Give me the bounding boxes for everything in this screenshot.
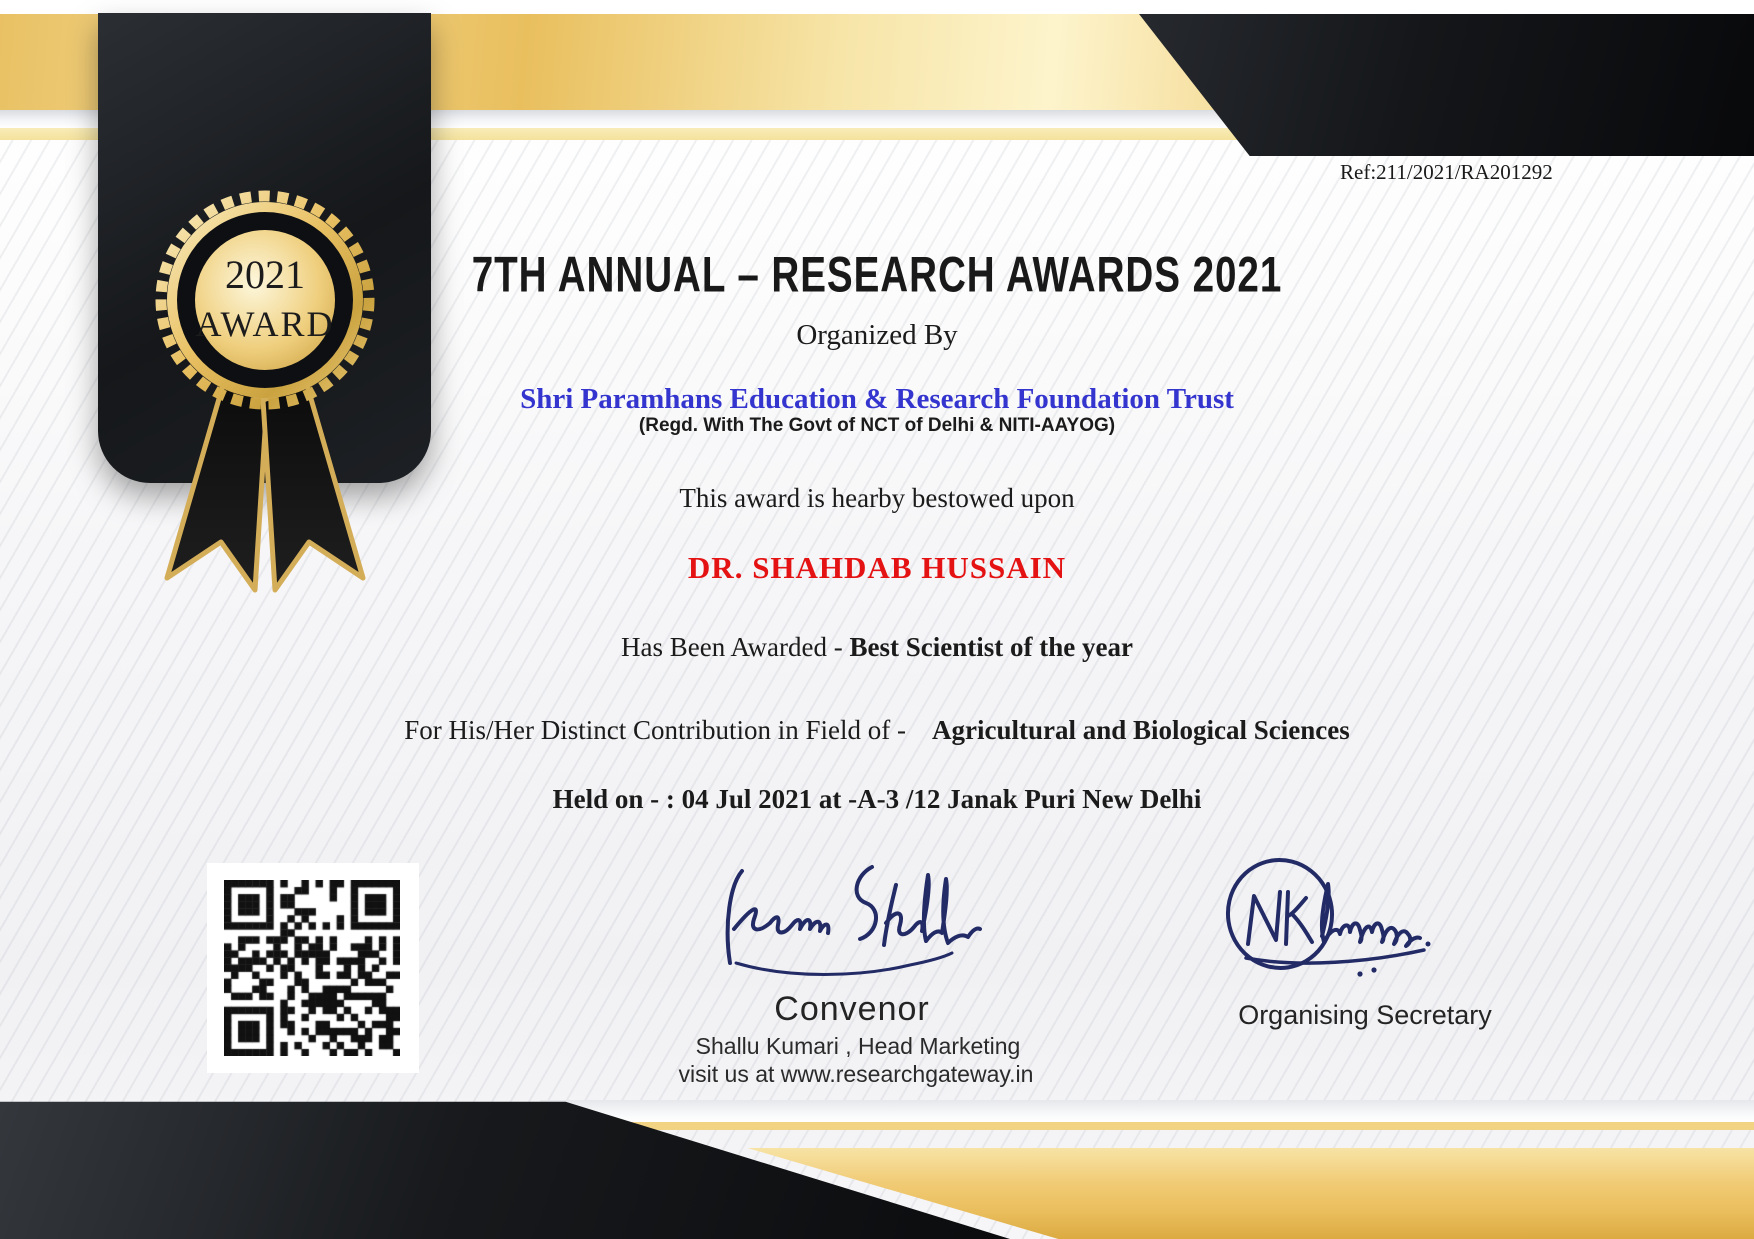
field-line (0, 715, 1754, 746)
convenor-name-line: Shallu Kumari , Head Marketing (695, 1033, 1021, 1059)
bottom-gray-strip (540, 1100, 1754, 1122)
bestowed-line: This award is hearby bestowed upon (679, 483, 1075, 513)
field-name: Agricultural and Biological Sciences (931, 715, 1350, 745)
convenor-signature (700, 845, 1000, 995)
field-line-prefix: For His/Her Distinct Contribution in Field of - (404, 715, 906, 745)
qr-code (207, 863, 419, 1073)
badge-year: 2021 (225, 252, 305, 297)
organization-name: Shri Paramhans Education & Research Foundation Trust (520, 383, 1234, 415)
award-title: Best Scientist of the year (849, 632, 1133, 662)
bottom-thin-gold-line (610, 1122, 1754, 1130)
organized-by-label: Organized By (796, 319, 958, 351)
reference-number: Ref:211/2021/RA201292 (1340, 160, 1553, 184)
organising-secretary-role-label: Organising Secretary (1238, 1000, 1492, 1030)
badge-label: AWARD (195, 304, 335, 344)
convenor-role-label: Convenor (774, 990, 930, 1028)
website-line: visit us at www.researchgateway.in (678, 1061, 1034, 1087)
organising-secretary-signature (1210, 852, 1510, 992)
recipient-name: DR. SHAHDAB HUSSAIN (687, 550, 1067, 585)
top-white-strip (0, 0, 1754, 14)
organization-registration: (Regd. With The Govt of NCT of Delhi & NITI-AAYOG) (638, 415, 1116, 436)
award-line (0, 632, 1754, 663)
certificate-title: 7TH ANNUAL – RESEARCH AWARDS 2021 (471, 246, 1283, 303)
held-on-line: Held on - : 04 Jul 2021 at -A-3 /12 Janak Puri New Delhi (552, 784, 1202, 814)
award-line-prefix: Has Been Awarded - (621, 632, 850, 662)
